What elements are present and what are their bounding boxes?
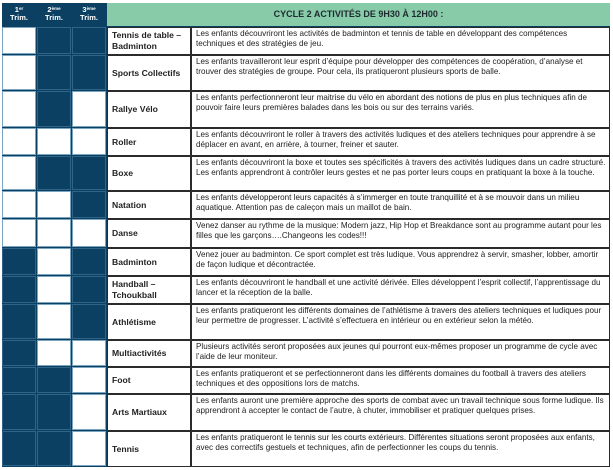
trimester-2-cell	[37, 304, 71, 339]
trimester-3-cell	[72, 248, 106, 275]
activity-name: Tennis	[107, 431, 191, 467]
table-row	[2, 367, 610, 394]
trimester-2-cell	[37, 27, 71, 54]
trimester-3-cell	[72, 431, 106, 466]
table-row	[2, 304, 610, 340]
trimester-1-cell	[2, 156, 36, 190]
table-row	[2, 91, 610, 128]
trimester-2-cell	[37, 367, 71, 393]
activity-name: Danse	[107, 219, 191, 248]
trimester-1-cell	[2, 431, 36, 466]
activity-description: Les enfants découvriront les activités de badminton et tennis de table en développant des compétences techniques et des stratégies de jeu.	[191, 27, 610, 55]
activity-name: Athlétisme	[107, 304, 191, 340]
table-row	[2, 248, 610, 276]
activity-description: Les enfants découvriront la boxe et toutes ses spécificités à travers des activités ludiques dans un cadre structuré. Les enfants apprendront à contrôler leurs gestes et ne pas porter leurs coups en pratiquant la boxe à la touche.	[191, 156, 610, 191]
trimester-3-cell	[72, 91, 106, 127]
trimester-3-cell	[72, 276, 106, 303]
activity-name: Rallye Vélo	[107, 91, 191, 128]
trimester-number: 1	[14, 5, 19, 14]
trimester-3-cell	[72, 55, 106, 90]
activity-description: Les enfants pratiqueront le tennis sur les courts extérieurs. Différentes situations seront proposées aux enfants, avec des correctifs gestuels et techniques, afin de perfectionner les coups du tennis.	[191, 431, 610, 467]
trimester-2-cell	[37, 248, 71, 275]
trimester-2-cell	[37, 394, 71, 430]
activity-description: Les enfants développeront leurs capacités à s’immerger en toute tranquillité et à se mouvoir dans un milieu aquatique. Attention pas de caleçon mais un maillot de bain.	[191, 191, 610, 219]
activity-description: Les enfants perfectionneront leur maitrise du vélo en abordant des notions de plus en plus techniques afin de pouvoir faire leurs premières balades dans les bois ou sur des terrains variés.	[191, 91, 610, 128]
activity-description: Les enfants pratiqueront et se perfectionneront dans les différents domaines du football à travers des ateliers techniques et des oppositions lors de matchs.	[191, 367, 610, 394]
activity-description: Venez danser au rythme de la musique: Modern jazz, Hip Hop et Breakdance sont au programme autant pour les filles que les garçons….Changeons les codes!!!	[191, 219, 610, 248]
trimester-1-cell	[2, 394, 36, 430]
trimester-label: Trim.	[45, 13, 63, 22]
table-row	[2, 276, 610, 304]
table-row	[2, 191, 610, 219]
trimester-2-cell	[37, 431, 71, 466]
table-row	[2, 340, 610, 367]
activity-name: Sports Collectifs	[107, 55, 191, 91]
activity-name: Boxe	[107, 156, 191, 191]
trimester-3-cell	[72, 340, 106, 366]
trimester-2-cell	[37, 191, 71, 218]
table-row	[2, 27, 610, 55]
activity-description: Plusieurs activités seront proposées aux jeunes qui pourront eux-mêmes proposer un programme de cycle avec l’aide de leur moniteur.	[191, 340, 610, 367]
activity-name: Badminton	[107, 248, 191, 276]
trimester-1-cell	[2, 55, 36, 90]
trimester-1-cell	[2, 340, 36, 366]
header-trimester-2	[37, 3, 71, 26]
activity-name: Tennis de table – Badminton	[107, 27, 191, 55]
trimester-2-cell	[37, 128, 71, 155]
trimester-label: Trim.	[10, 13, 28, 22]
activity-name: Natation	[107, 191, 191, 219]
activity-description: Les enfants découvriront le handball et une activité dérivée. Elles développent l’esprit collectif, l’apprentissage du lancer et la réception de la balle.	[191, 276, 610, 304]
trimester-2-cell	[37, 340, 71, 366]
activity-description: Venez jouer au badminton. Ce sport complet est très ludique. Vous apprendrez à servir, smasher, lobber, amortir de façon ludique et décontractée.	[191, 248, 610, 276]
activity-description: Les enfants découvriront le roller à travers des activités ludiques et des ateliers techniques pour apprendre à se déplacer en avant, en arrière, à tourner, freiner et sauter.	[191, 128, 610, 156]
table-row	[2, 55, 610, 91]
activity-name: Foot	[107, 367, 191, 394]
trimester-suffix: ème	[51, 6, 61, 11]
activities-table	[2, 3, 610, 467]
trimester-2-cell	[37, 156, 71, 190]
trimester-2-cell	[37, 276, 71, 303]
table-row	[2, 156, 610, 191]
trimester-number: 3	[82, 5, 87, 14]
activity-description: Les enfants auront une première approche des sports de combat avec un travail technique sous forme ludique. Ils apprendront à accepter le contact de l’autre, à chuter, immobiliser et pratiquer quelques prises.	[191, 394, 610, 431]
trimester-1-cell	[2, 248, 36, 275]
trimester-3-cell	[72, 27, 106, 54]
table-title: CYCLE 2 ACTIVITÉS DE 9H30 À 12H00 :	[107, 3, 610, 26]
activity-name: Roller	[107, 128, 191, 156]
table-row	[2, 394, 610, 431]
trimester-suffix: ème	[86, 6, 96, 11]
activity-name: Handball – Tchoukball	[107, 276, 191, 304]
activity-name: Multiactivités	[107, 340, 191, 367]
trimester-3-cell	[72, 219, 106, 247]
trimester-1-cell	[2, 91, 36, 127]
table-row	[2, 431, 610, 467]
table-row	[2, 219, 610, 248]
trimester-3-cell	[72, 128, 106, 155]
trimester-1-cell	[2, 304, 36, 339]
trimester-3-cell	[72, 394, 106, 430]
activity-name: Arts Martiaux	[107, 394, 191, 431]
trimester-number: 2	[47, 5, 52, 14]
trimester-1-cell	[2, 276, 36, 303]
trimester-1-cell	[2, 27, 36, 54]
activity-description: Les enfants pratiqueront les différents domaines de l’athlétisme à travers des ateliers techniques et ludiques pour leur permettre de progresser. L’activité s’effectuera en intérieur ou en extérieur selon la météo.	[191, 304, 610, 340]
header-trimester-1	[2, 3, 36, 26]
trimester-label: Trim.	[80, 13, 98, 22]
trimester-1-cell	[2, 367, 36, 393]
trimester-3-cell	[72, 304, 106, 339]
header-trimester-3	[72, 3, 106, 26]
trimester-3-cell	[72, 156, 106, 190]
trimester-3-cell	[72, 191, 106, 218]
trimester-suffix: er	[18, 6, 24, 11]
trimester-1-cell	[2, 128, 36, 155]
table-row	[2, 128, 610, 156]
trimester-2-cell	[37, 55, 71, 90]
activity-description: Les enfants travailleront leur esprit d’équipe pour développer des compétences de coopération, d’analyse et trouver des stratégies de groupe. Pour cela, ils pratiqueront plusieurs sports de balle.	[191, 55, 610, 91]
trimester-2-cell	[37, 91, 71, 127]
trimester-1-cell	[2, 191, 36, 218]
trimester-3-cell	[72, 367, 106, 393]
trimester-1-cell	[2, 219, 36, 247]
trimester-2-cell	[37, 219, 71, 247]
